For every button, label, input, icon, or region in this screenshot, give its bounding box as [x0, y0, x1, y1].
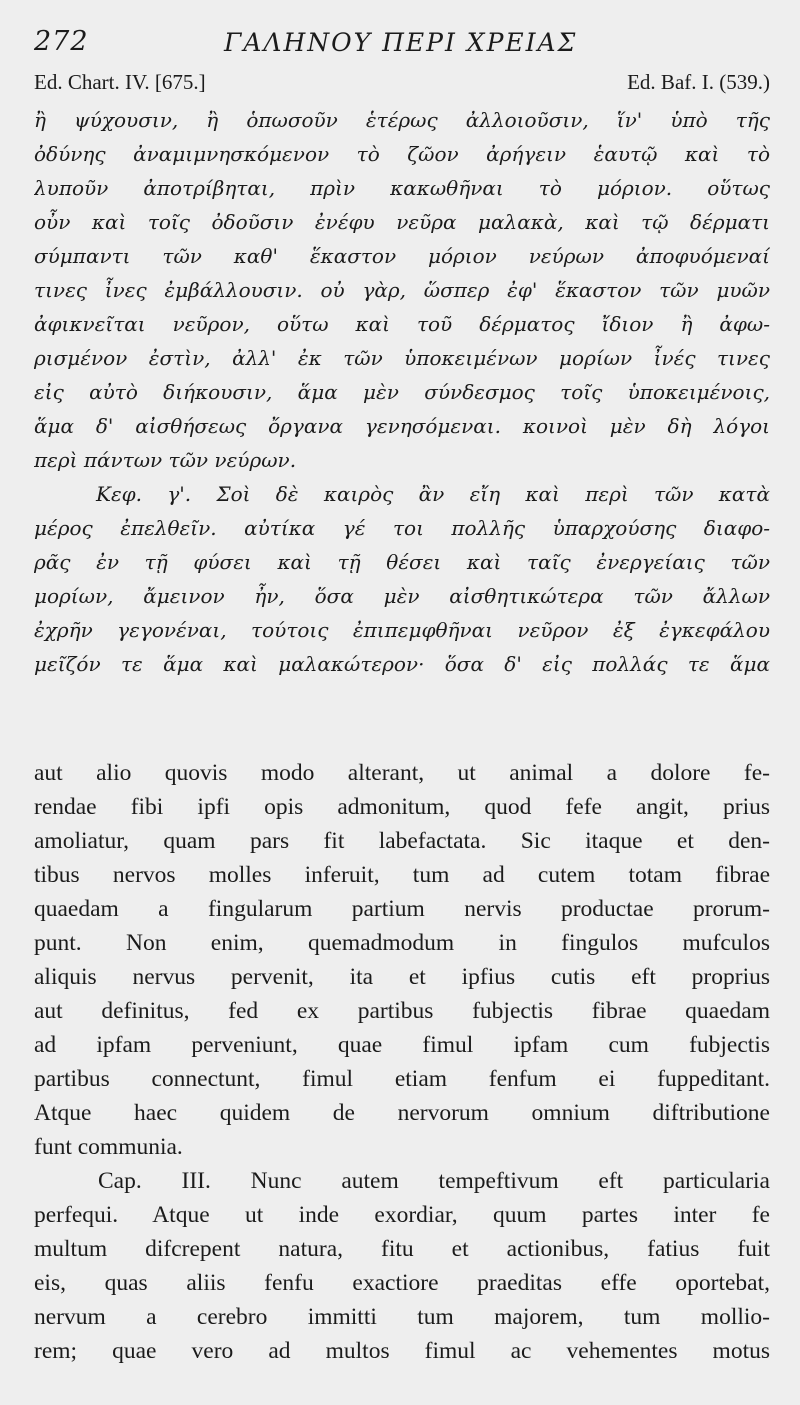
latin-line: eis, quas aliis fenfu exactiore praeditas effe oportebat,	[34, 1270, 770, 1296]
greek-line: οὖν καὶ τοῖς ὀδοῦσιν ἐνέφυ νεῦρα μαλακὰ, καὶ τῷ δέρματι	[34, 210, 770, 234]
latin-line: ad ipfam perveniunt, quae fimul ipfam cum fubjectis	[34, 1032, 770, 1058]
latin-line: aut definitus, fed ex partibus fubjectis fibrae quaedam	[34, 998, 770, 1024]
greek-line: ὀδύνης ἀναμιμνησκόμενον τὸ ζῶον ἀρήγειν ἑαυτῷ καὶ τὸ	[34, 142, 770, 166]
greek-text-block	[34, 103, 770, 681]
greek-line: ἅμα δ' αἰσθήσεως ὄργανα γενησόμεναι. κοινοὶ μὲν δὴ λόγοι	[34, 414, 770, 438]
latin-line: tibus nervos molles inferuit, tum ad cutem totam fibrae	[34, 862, 770, 888]
greek-line: ἢ ψύχουσιν, ἢ ὁπωσοῦν ἑτέρως ἀλλοιοῦσιν, ἵν' ὑπὸ τῆς	[34, 108, 770, 132]
latin-line: perfequi. Atque ut inde exordiar, quum partes inter fe	[34, 1202, 770, 1228]
latin-line: amoliatur, quam pars fit labefactata. Sic itaque et den-	[34, 828, 770, 854]
page-number: 272	[34, 26, 89, 57]
greek-line: μορίων, ἄμεινον ἦν, ὅσα μὲν αἰσθητικώτερα τῶν ἄλλων	[34, 584, 770, 608]
greek-line: μεῖζόν τε ἅμα καὶ μαλακώτερον· ὅσα δ' εἰς πολλάς τε ἅμα	[34, 652, 770, 676]
greek-line: σύμπαντι τῶν καθ' ἕκαστον μόριον νεύρων ἀποφυόμεναί	[34, 244, 770, 268]
latin-line: aut alio quovis modo alterant, ut animal a dolore fe-	[34, 760, 770, 786]
greek-chapter-start-line: Κεφ. γ'. Σοὶ δὲ καιρὸς ἂν εἴη καὶ περὶ τῶν κατὰ	[96, 482, 770, 506]
greek-line: εἰς αὐτὸ διήκουσιν, ἅμα μὲν σύνδεσμος τοῖς ὑποκειμένοις,	[34, 380, 770, 404]
latin-line: rendae fibi ipfi opis admonitum, quod fefe angit, prius	[34, 794, 770, 820]
greek-line: ρᾶς ἐν τῇ φύσει καὶ τῇ θέσει καὶ ταῖς ἐνεργείαις τῶν	[34, 550, 770, 574]
latin-line: partibus connectunt, fimul etiam fenfum ei fuppeditant.	[34, 1066, 770, 1092]
latin-line: quaedam a fingularum partium nervis productae prorum-	[34, 896, 770, 922]
greek-line: λυποῦν ἀποτρίβηται, πρὶν κακωθῆναι τὸ μόριον. οὕτως	[34, 176, 770, 200]
latin-line: rem; quae vero ad multos fimul ac vehementes motus	[34, 1338, 770, 1364]
latin-chapter-start-line: Cap. III. Nunc autem tempeftivum eft particularia	[98, 1168, 770, 1194]
greek-line: ἀφικνεῖται νεῦρον, οὕτω καὶ τοῦ δέρματος ἴδιον ἢ ἀφω-	[34, 312, 770, 336]
latin-line: multum difcrepent natura, fitu et actionibus, fatius fuit	[34, 1236, 770, 1262]
greek-line: τινες ἶνες ἐμβάλλουσιν. οὐ γὰρ, ὥσπερ ἐφ' ἕκαστον τῶν μυῶν	[34, 278, 770, 302]
latin-line: punt. Non enim, quemadmodum in fingulos mufculos	[34, 930, 770, 956]
greek-line: ρισμένον ἐστὶν, ἀλλ' ἐκ τῶν ὑποκειμένων μορίων ἶνές τινες	[34, 346, 770, 370]
edition-chart-reference: Ed. Chart. IV. [675.]	[34, 70, 206, 94]
latin-line: funt communia.	[34, 1134, 183, 1160]
edition-basel-reference: Ed. Baf. I. (539.)	[627, 70, 770, 94]
latin-line: nervum a cerebro immitti tum majorem, tum mollio-	[34, 1304, 770, 1330]
edition-references	[34, 70, 770, 100]
latin-line: Atque haec quidem de nervorum omnium diftributione	[34, 1100, 770, 1126]
running-title: ΓΑΛΗΝΟΥ ΠΕΡΙ ΧΡΕΙΑΣ	[224, 28, 578, 57]
greek-line: μέρος ἐπελθεῖν. αὐτίκα γέ τοι πολλῆς ὑπαρχούσης διαφο-	[34, 516, 770, 540]
greek-line: περὶ πάντων τῶν νεύρων.	[34, 448, 297, 472]
latin-line: aliquis nervus pervenit, ita et ipfius cutis eft proprius	[34, 964, 770, 990]
greek-line: ἐχρῆν γεγονέναι, τούτοις ἐπιπεμφθῆναι νεῦρον ἐξ ἐγκεφάλου	[34, 618, 770, 642]
running-head	[34, 26, 766, 66]
latin-text-block	[34, 756, 770, 1368]
